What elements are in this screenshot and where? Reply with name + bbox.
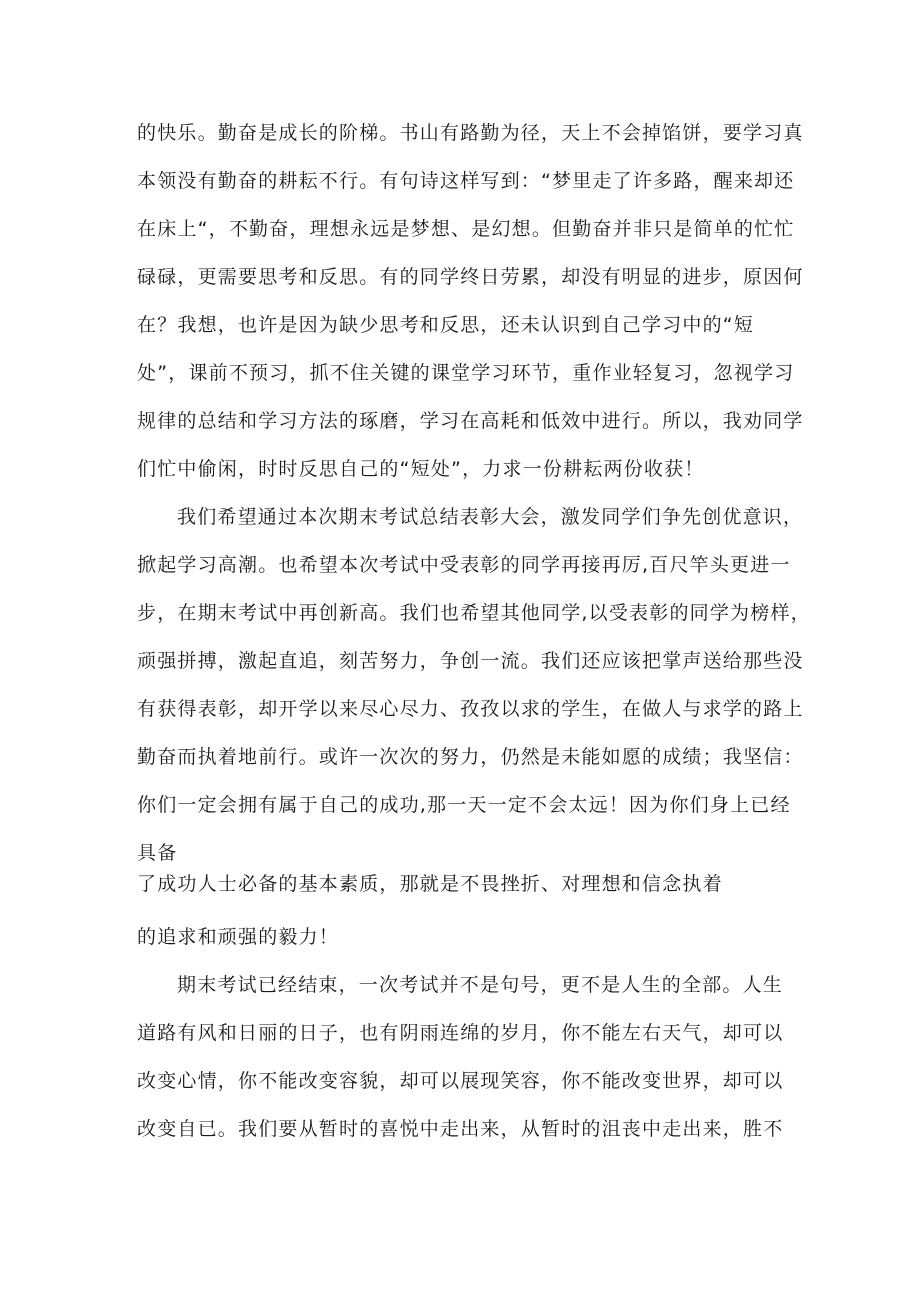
text-line-4: 碌碌，更需要思考和反思。有的同学终日劳累，却没有明显的进步，原因何 [137,266,804,288]
text-line-2: 本领没有勤奋的耕耘不行。有句诗这样写到：“梦里走了许多路，醒来却还 [137,170,795,192]
text-line-18: 的追求和顽强的毅力！ [137,926,340,948]
text-line-7: 规律的总结和学习方法的琢磨，学习在高耗和低效中进行。所以，我劝同学 [137,410,804,432]
text-line-17: 了成功人士必备的基本素质，那就是不畏挫折、对理想和信念执着 [137,873,723,895]
text-line-21: 改变心情，你不能改变容貌，却可以展现笑容，你不能改变世界，却可以 [137,1070,784,1092]
text-line-1: 的快乐。勤奋是成长的阶梯。书山有路勤为径，天上不会掉馅饼，要学习真 [137,122,804,144]
text-line-8: 们忙中偷闲，时时反思自己的“短处”，力求一份耕耘两份收获！ [137,458,705,480]
text-line-10: 掀起学习高潮。也希望本次考试中受表彰的同学再接再厉,百尺竿头更进一 [137,554,791,576]
text-line-6: 处”，课前不预习，抓不住关键的课堂学习环节，重作业轻复习，忽视学习 [137,362,795,384]
text-line-5: 在？我想，也许是因为缺少思考和反思，还未认识到自己学习中的“短 [137,314,755,336]
text-line-16: 具备 [137,842,178,864]
text-line-13: 有获得表彰，却开学以来尽心尽力、孜孜以求的学生，在做人与求学的路上 [137,698,804,720]
text-line-12: 顽强拼搏，激起直追，刻苦努力，争创一流。我们还应该把掌声送给那些没 [137,650,804,672]
text-line-22: 改变自已。我们要从暂时的喜悦中走出来，从暂时的沮丧中走出来，胜不 [137,1118,784,1140]
text-line-20: 道路有风和日丽的日子，也有阴雨连绵的岁月，你不能左右天气，却可以 [137,1022,784,1044]
text-line-14: 勤奋而执着地前行。或许一次次的努力，仍然是未能如愿的成绩；我坚信： [137,746,804,768]
text-line-11: 步，在期末考试中再创新高。我们也希望其他同学,以受表彰的同学为榜样， [137,602,811,624]
text-line-3: 在床上“，不勤奋，理想永远是梦想、是幻想。但勤奋并非只是简单的忙忙 [137,218,795,240]
paragraph-start-line-9: 我们希望通过本次期末考试总结表彰大会，激发同学们争先创优意识， [177,506,804,528]
text-line-15: 你们一定会拥有属于自己的成功,那一天一定不会太远！因为你们身上已经 [137,794,791,816]
paragraph-start-line-19: 期末考试已经结束，一次考试并不是句号，更不是人生的全部。人生 [177,974,784,996]
